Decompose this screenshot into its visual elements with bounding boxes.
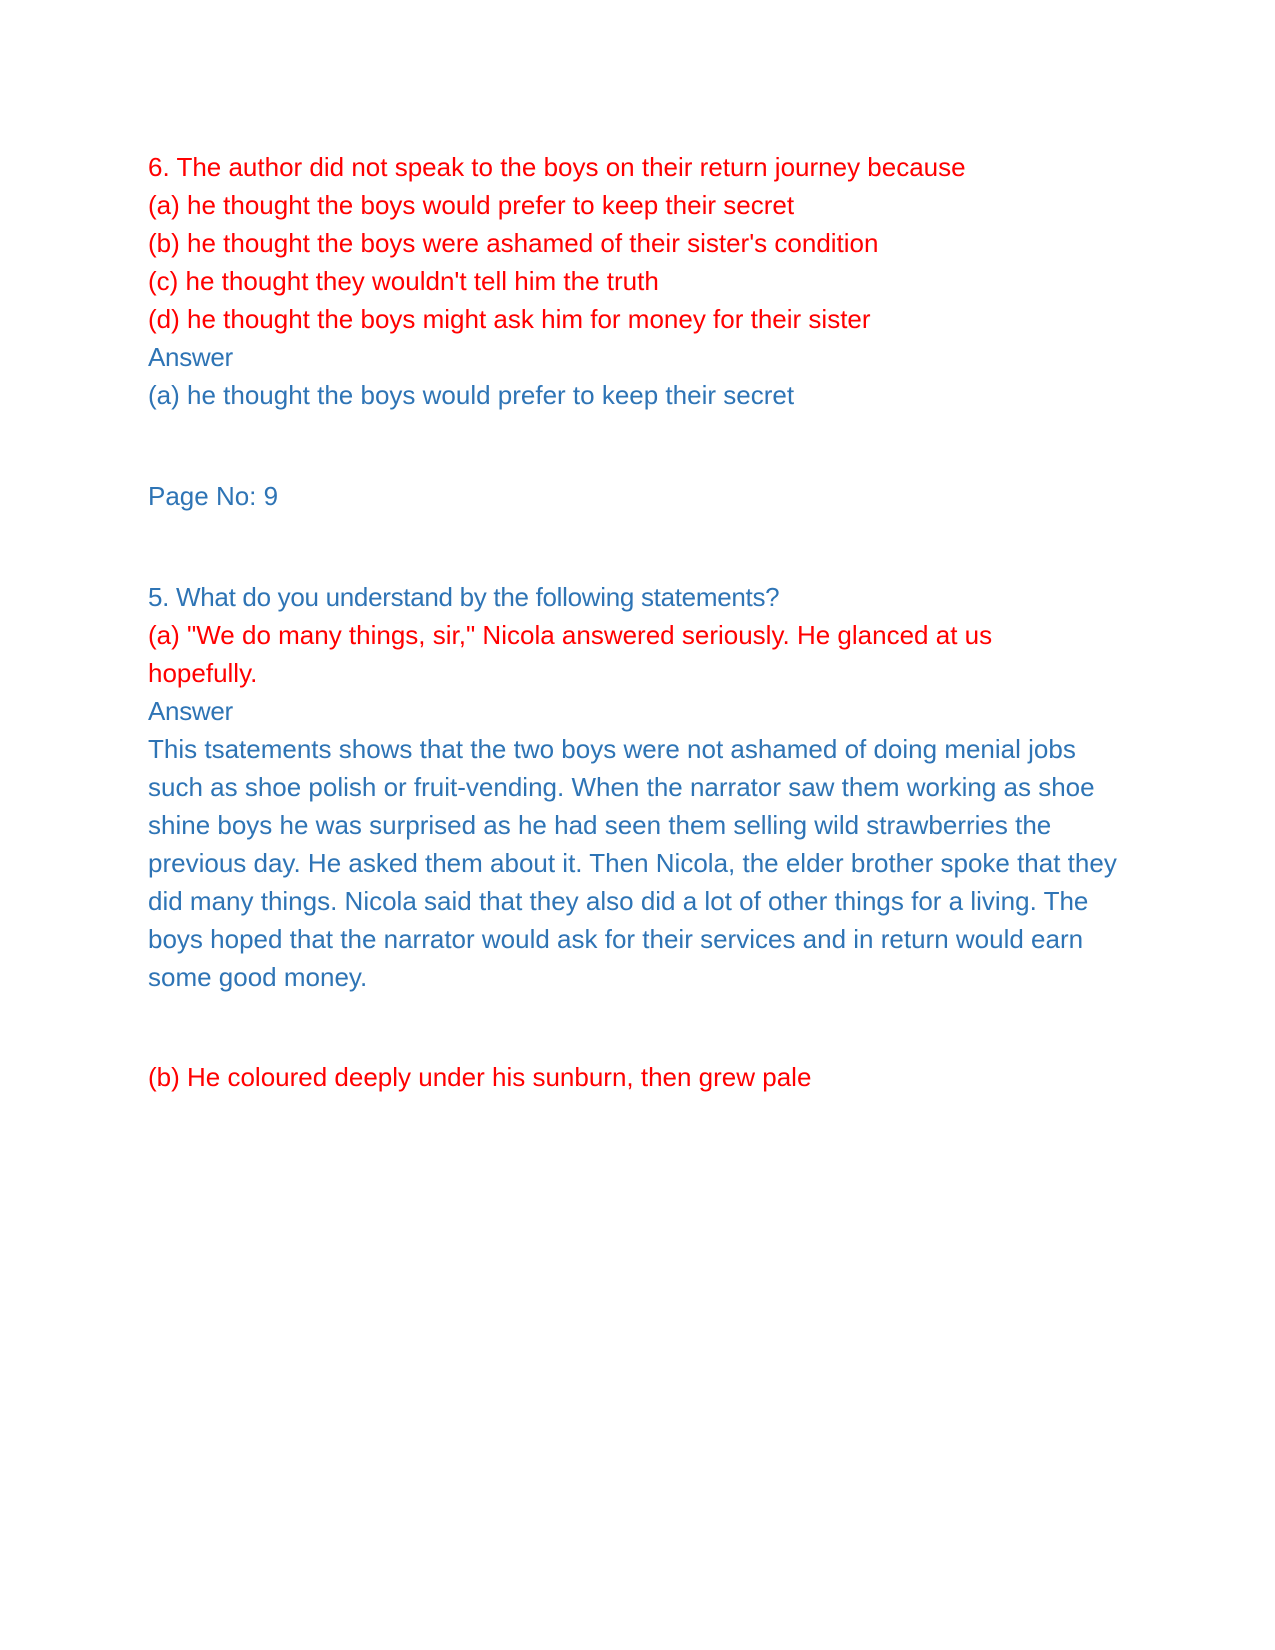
question-6-answer-text: (a) he thought the boys would prefer to keep their secret: [148, 380, 795, 410]
question-5-block: [148, 578, 1138, 1096]
question-6-answer-label: Answer: [148, 342, 233, 372]
question-6-option-d: (d) he thought the boys might ask him for money for their sister: [148, 304, 871, 334]
question-6-option-a: (a) he thought the boys would prefer to keep their secret: [148, 190, 795, 220]
question-6-option-c: (c) he thought they wouldn't tell him the truth: [148, 266, 659, 296]
question-6-block: [148, 148, 1138, 414]
document-page: [148, 148, 1138, 1096]
question-5-part-a: (a) "We do many things, sir," Nicola answered seriously. He glanced at us hopefully.: [148, 620, 993, 688]
page-number-label: Page No: 9: [148, 481, 279, 511]
question-6-text: 6. The author did not speak to the boys on their return journey because: [148, 152, 966, 182]
question-5-answer-text: This tsatements shows that the two boys were not ashamed of doing menial jobs such as shoe polish or fruit-vending. When the narrator saw them working as shoe shine boys he was surprised as he had seen them selling wild strawberries the previous day. He asked them about it. Then Nicola, the elder brother spoke that they did many things. Nicola said that they also did a lot of other things for a living. The boys hoped that the narrator would ask for their services and in return would earn some good money.: [148, 734, 1117, 992]
question-5-answer-label: Answer: [148, 696, 233, 726]
question-6-option-b: (b) he thought the boys were ashamed of their sister's condition: [148, 228, 879, 258]
question-5-heading: 5. What do you understand by the following statements?: [148, 582, 780, 612]
question-5-part-b: (b) He coloured deeply under his sunburn, then grew pale: [148, 1062, 812, 1092]
